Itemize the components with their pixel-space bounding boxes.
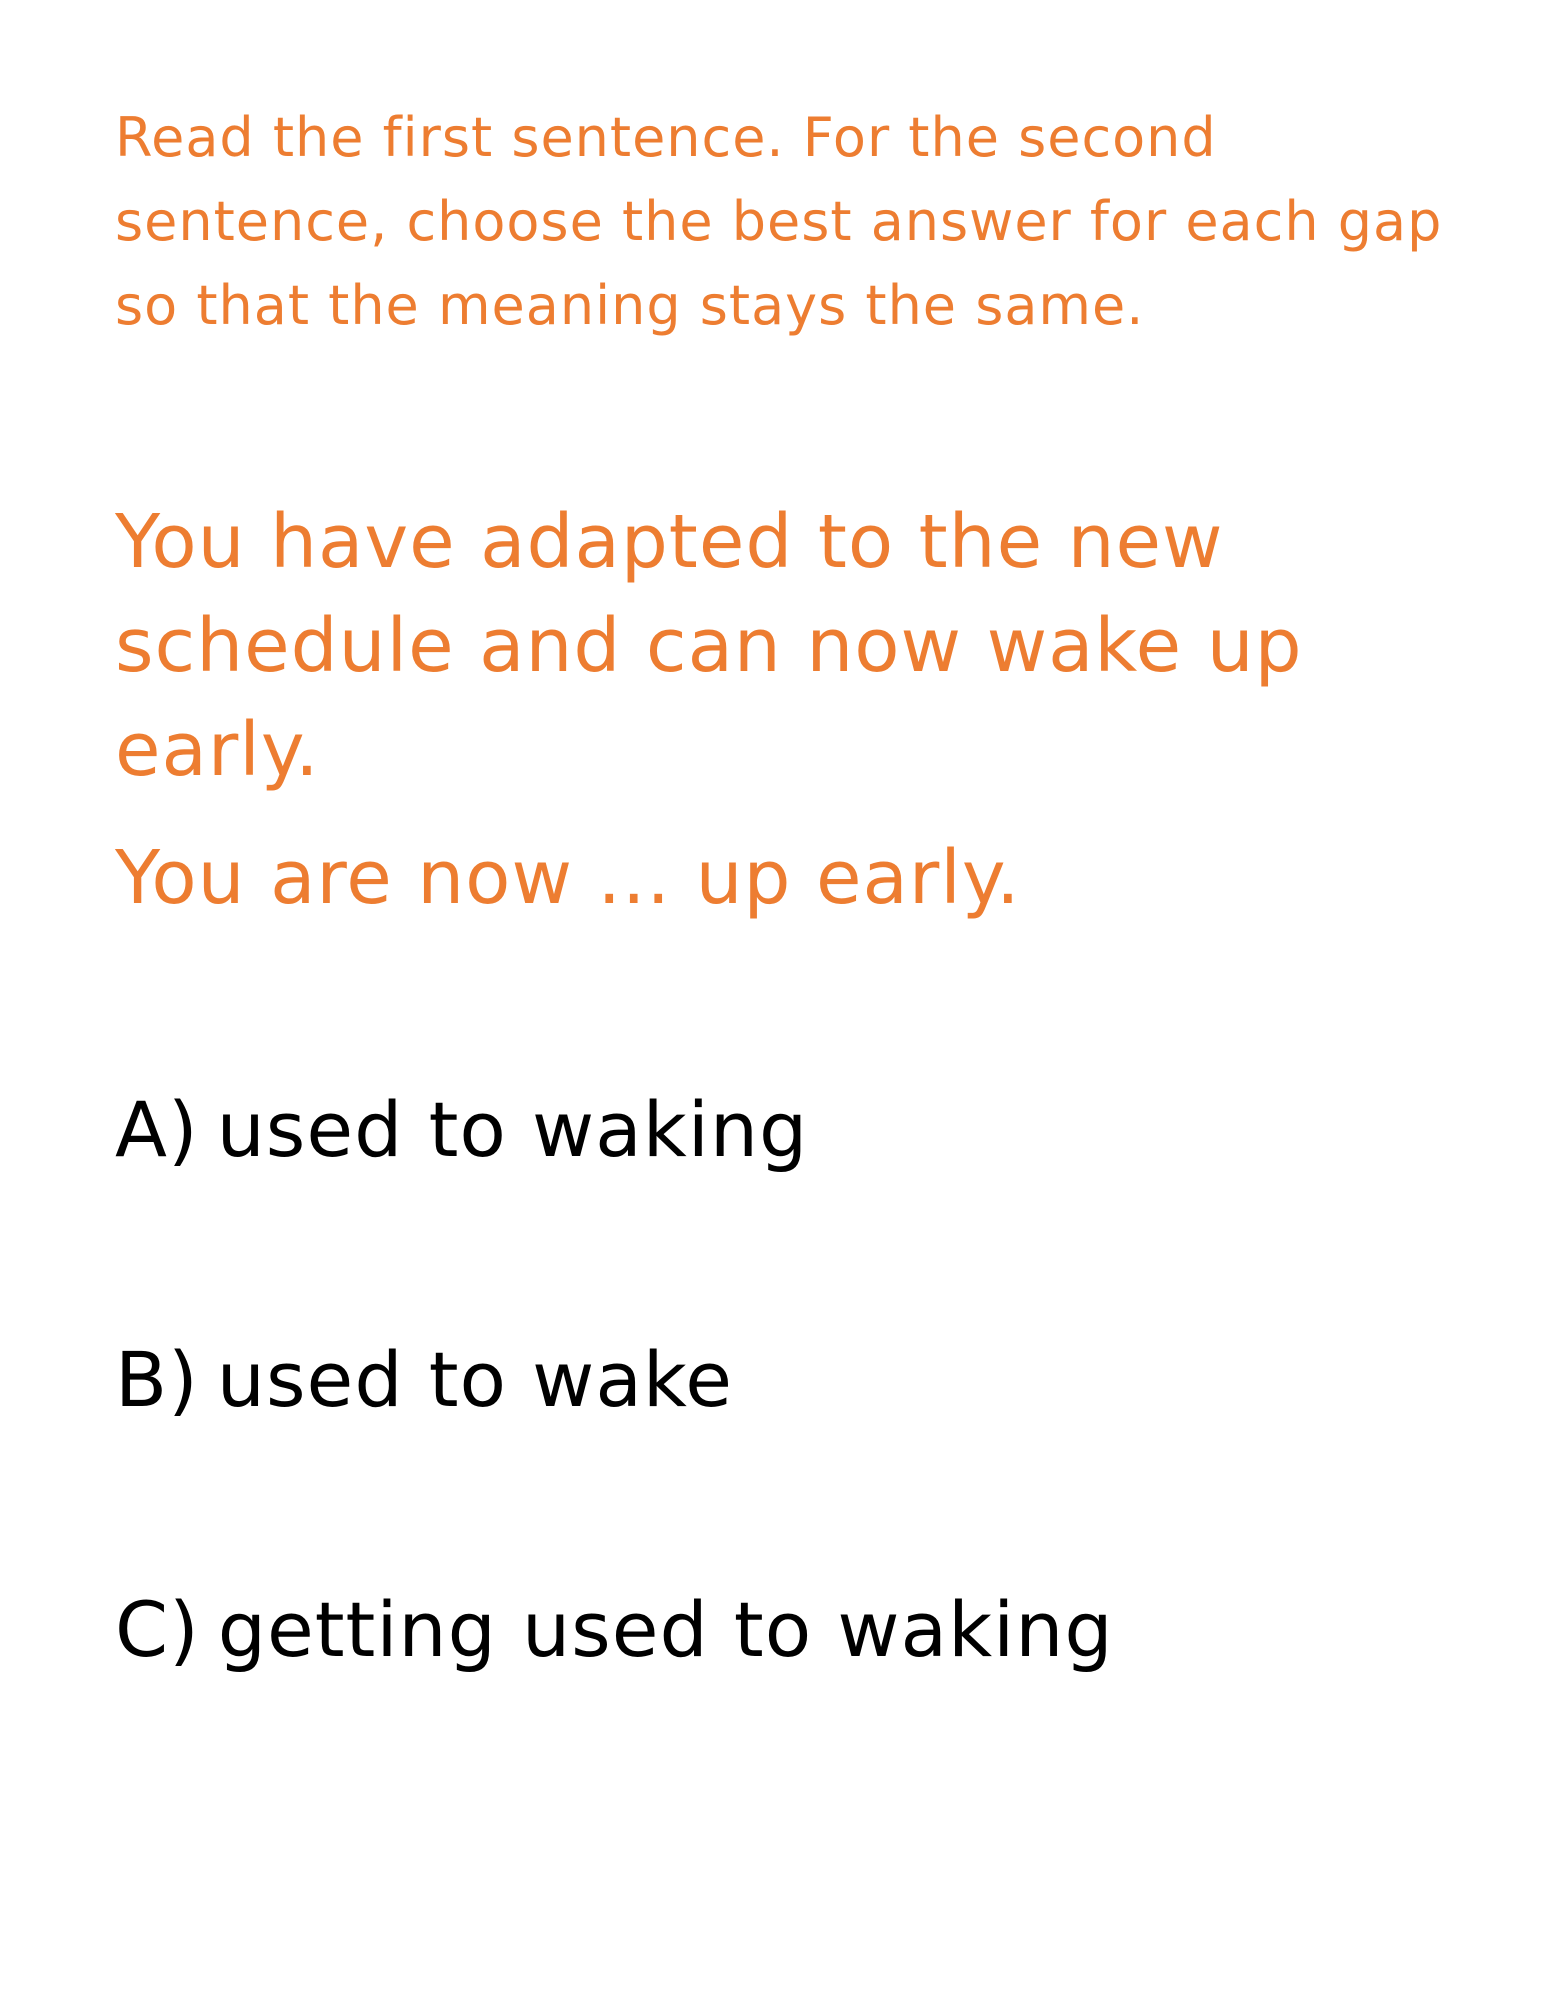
- answer-option-c[interactable]: [115, 1580, 1415, 1680]
- option-b-text: used to wake: [216, 1335, 733, 1424]
- option-c-label: C): [115, 1585, 200, 1674]
- first-sentence: You have adapted to the new schedule and can now wake up early.: [115, 499, 1303, 793]
- answer-option-b[interactable]: [115, 1330, 1415, 1430]
- option-a-text: used to waking: [216, 1085, 809, 1174]
- option-c-text: getting used to waking: [217, 1585, 1114, 1674]
- option-b-label: B): [115, 1335, 199, 1424]
- option-a-label: A): [115, 1085, 199, 1174]
- answer-option-a[interactable]: [115, 1080, 1415, 1180]
- second-sentence-with-gap: You are now ... up early.: [115, 835, 1021, 921]
- instructions-text: Read the first sentence. For the second sentence, choose the best answer for each gap so that the meaning stays the same.: [115, 106, 1443, 337]
